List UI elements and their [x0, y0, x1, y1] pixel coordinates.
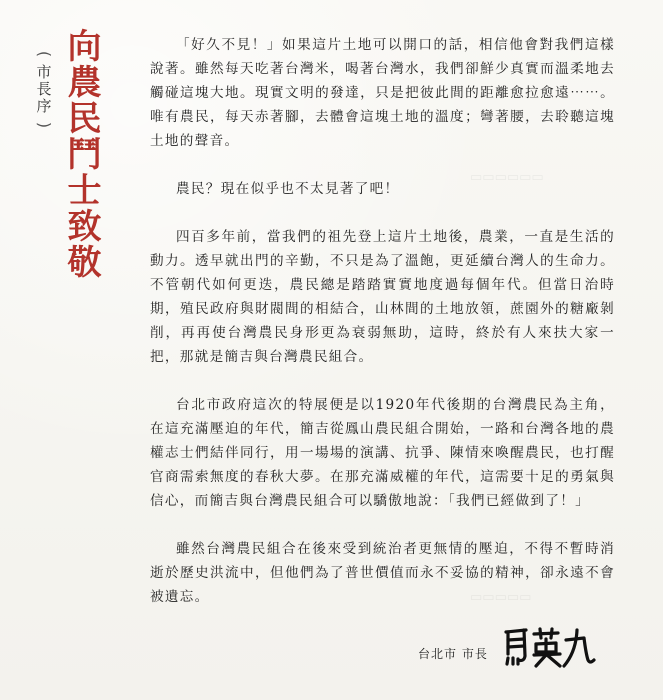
body-text [150, 33, 615, 633]
signature-label: 台北市 市長 [418, 647, 488, 661]
paragraph: 農民？現在似乎也不太見著了吧！ [176, 181, 400, 197]
handwritten-signature-icon [500, 624, 596, 670]
subtitle-open-paren: ( [35, 50, 54, 58]
paragraph: 台北市政府這次的特展便是以1920年代後期的台灣農民為主角，在這充滿壓迫的年代，簡吉從鳳山農民組合開始，一路和台灣各地的農權志士們結伴同行，用一場場的演講、抗爭、陳情來喚醒農民，也打醒官商需索無度的春秋大夢。在那充滿威權的年代，這需要十足的勇氣與信心，而簡吉與台灣農民組合可以驕傲地說：「我們已經做到了！」 [150, 397, 615, 509]
subtitle-group [32, 46, 56, 146]
page-title: 向農民鬥士致敬 [61, 28, 101, 280]
paragraph: 「好久不見！」如果這片土地可以開口的話，相信他會對我們這樣說著。雖然每天吃著台灣米，喝著台灣水，我們卻鮮少真實而溫柔地去觸碰這塊大地。現實文明的發達，只是把彼此間的距離愈拉愈遠⋯⋯。唯有農民，每天赤著腳，去體會這塊土地的溫度；彎著腰，去聆聽這塊土地的聲音。 [150, 37, 615, 149]
sidebar-title [24, 24, 134, 304]
show-through-mark: ▭▭▭▭▭▭ [470, 170, 544, 185]
subtitle-text: 市長序 [34, 64, 53, 115]
paragraph: 雖然台灣農民組合在後來受到統治者更無情的壓迫，不得不暫時消逝於歷史洪流中，但他們為了普世價值而永不妥協的精神，卻永遠不會被遺忘。 [150, 541, 615, 605]
signature-block [418, 624, 596, 670]
paragraph: 四百多年前，當我們的祖先登上這片土地後，農業，一直是生活的動力。透早就出門的辛勤，不只是為了溫飽，更延續台灣人的生命力。不管朝代如何更迭，農民總是踏踏實實地度過每個年代。但當日治時期，殖民政府與財閥間的相結合，山林間的土地放領，蔗園外的糖廠剝削，再再使台灣農民身形更為衰弱無助，這時，終於有人來扶大家一把，那就是簡吉與台灣農民組合。 [150, 229, 615, 365]
show-through-mark: ▭▭▭▭▭ [470, 590, 532, 605]
subtitle-close-paren: ) [35, 121, 54, 129]
